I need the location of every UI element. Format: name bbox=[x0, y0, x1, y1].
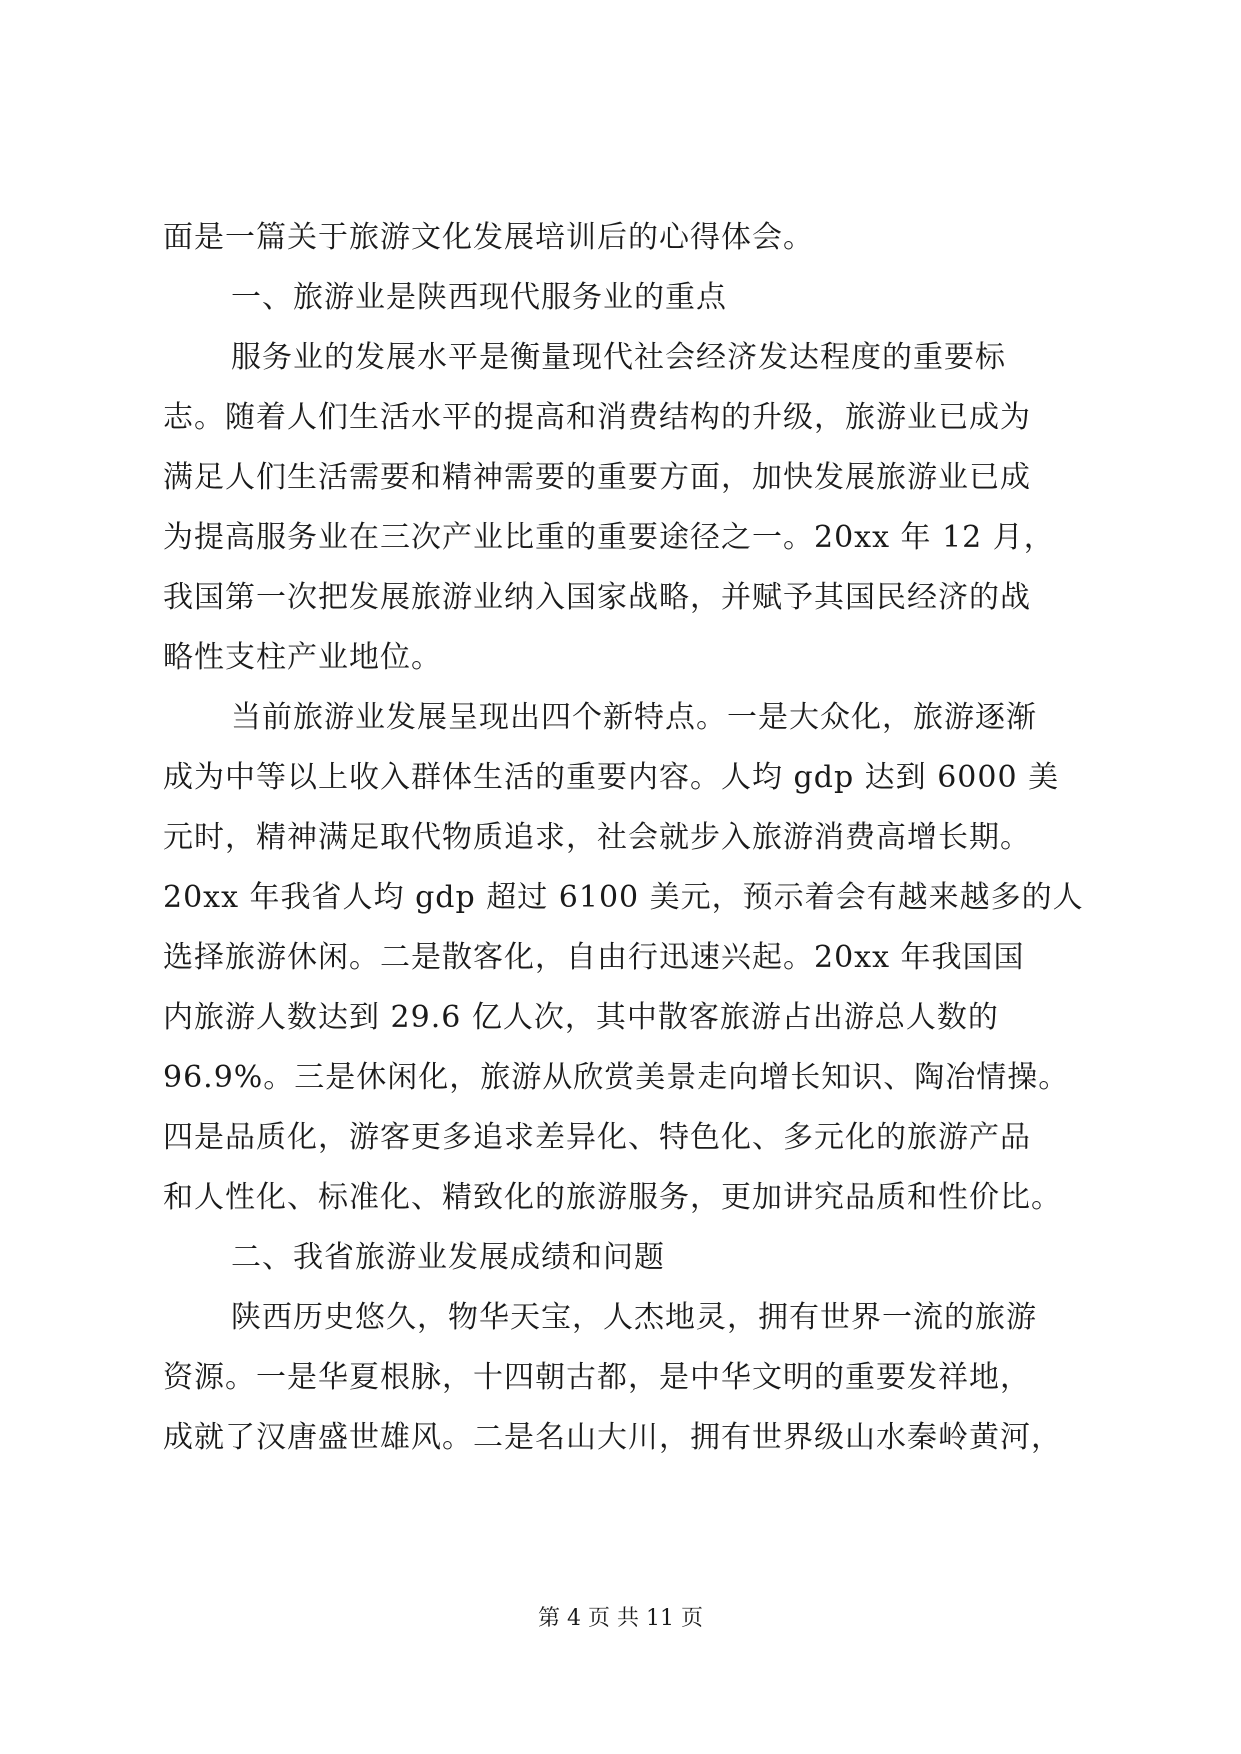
body-text bbox=[163, 208, 1083, 1468]
paragraph-1-line: 满足人们生活需要和精神需要的重要方面，加快发展旅游业已成 bbox=[163, 460, 1031, 495]
paragraph-2-line: 元时，精神满足取代物质追求，社会就步入旅游消费高增长期。 bbox=[163, 820, 1031, 855]
paragraph-3-line: 资源。一是华夏根脉，十四朝古都，是中华文明的重要发祥地， bbox=[163, 1360, 1031, 1395]
paragraph-1-line: 服务业的发展水平是衡量现代社会经济发达程度的重要标 bbox=[231, 340, 1006, 375]
paragraph-2-line: 96.9%。三是休闲化，旅游从欣赏美景走向增长知识、陶冶情操。 bbox=[163, 1060, 1070, 1095]
paragraph-2-line: 四是品质化，游客更多追求差异化、特色化、多元化的旅游产品 bbox=[163, 1120, 1031, 1155]
paragraph-3-line: 陕西历史悠久，物华天宝，人杰地灵，拥有世界一流的旅游 bbox=[231, 1300, 1037, 1335]
section-heading-2: 二、我省旅游业发展成绩和问题 bbox=[231, 1240, 665, 1275]
paragraph-1-line: 略性支柱产业地位。 bbox=[163, 640, 442, 675]
paragraph-2-line: 选择旅游休闲。二是散客化，自由行迅速兴起。20xx 年我国国 bbox=[163, 940, 1025, 975]
paragraph-2-line: 和人性化、标准化、精致化的旅游服务，更加讲究品质和性价比。 bbox=[163, 1180, 1062, 1215]
paragraph-3-line: 成就了汉唐盛世雄风。二是名山大川，拥有世界级山水秦岭黄河， bbox=[163, 1420, 1062, 1455]
section-heading-1: 一、旅游业是陕西现代服务业的重点 bbox=[231, 280, 727, 315]
page-number-footer: 第 4 页 共 11 页 bbox=[538, 1606, 703, 1631]
paragraph-2-line: 当前旅游业发展呈现出四个新特点。一是大众化，旅游逐渐 bbox=[231, 700, 1037, 735]
paragraph-2-line: 内旅游人数达到 29.6 亿人次，其中散客旅游占出游总人数的 bbox=[163, 1000, 999, 1035]
paragraph-1-line: 志。随着人们生活水平的提高和消费结构的升级，旅游业已成为 bbox=[163, 400, 1031, 435]
paragraph-2-line: 成为中等以上收入群体生活的重要内容。人均 gdp 达到 6000 美 bbox=[163, 760, 1060, 795]
paragraph-1-line: 为提高服务业在三次产业比重的重要途径之一。20xx 年 12 月， bbox=[163, 520, 1055, 555]
text-line-continuation: 面是一篇关于旅游文化发展培训后的心得体会。 bbox=[163, 220, 814, 255]
paragraph-2-line: 20xx 年我省人均 gdp 超过 6100 美元，预示着会有越来越多的人 bbox=[163, 880, 1084, 915]
paragraph-1-line: 我国第一次把发展旅游业纳入国家战略，并赋予其国民经济的战 bbox=[163, 580, 1031, 615]
